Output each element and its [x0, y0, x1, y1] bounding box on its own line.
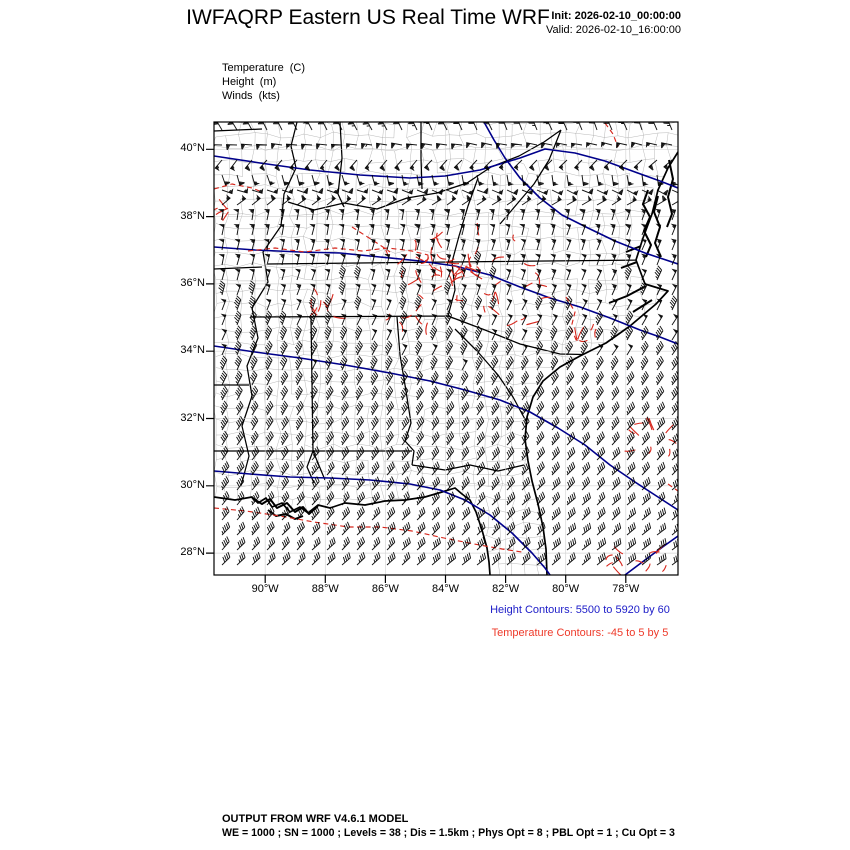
lon-tick-label: 90°W	[251, 583, 279, 595]
lon-tick-label: 84°W	[431, 583, 460, 595]
legend-temperature: Temperature (C)	[222, 62, 306, 74]
lat-tick-label: 40°N	[180, 142, 205, 155]
legend-height: Height (m)	[222, 76, 277, 88]
legend-winds: Winds (kts)	[222, 90, 280, 102]
temperature-contours-caption: Temperature Contours: -45 to 5 by 5	[491, 627, 669, 639]
lon-tick-label: 82°W	[492, 583, 520, 595]
lat-tick-label: 30°N	[180, 478, 205, 491]
variable-legend	[222, 61, 305, 103]
lon-tick-label: 86°W	[371, 583, 399, 595]
lon-tick-label: 80°W	[552, 583, 580, 595]
lat-tick-label: 28°N	[180, 546, 205, 559]
run-times	[450, 9, 681, 37]
model-source: OUTPUT FROM WRF V4.6.1 MODEL	[222, 813, 409, 825]
lat-tick-label: 32°N	[180, 411, 205, 424]
lat-tick-label: 34°N	[180, 344, 205, 357]
model-grid-config: WE = 1000 ; SN = 1000 ; Levels = 38 ; Dis = 1.5km ; Phys Opt = 8 ; PBL Opt = 1 ; Cu Opt = 3	[222, 827, 675, 839]
page-title: IWFAQRP Eastern US Real Time WRF	[186, 6, 550, 29]
lat-tick-label: 38°N	[180, 209, 205, 222]
lat-tick-label: 36°N	[180, 276, 205, 289]
model-info-footer	[222, 812, 675, 840]
valid-time: Valid: 2026-02-10_16:00:00	[546, 24, 681, 36]
init-time: Init: 2026-02-10_00:00:00	[551, 10, 681, 22]
height-contours-caption: Height Contours: 5500 to 5920 by 60	[490, 604, 670, 616]
map-layers	[206, 119, 698, 592]
lon-tick-label: 78°W	[612, 583, 640, 595]
lon-tick-label: 88°W	[311, 583, 339, 595]
